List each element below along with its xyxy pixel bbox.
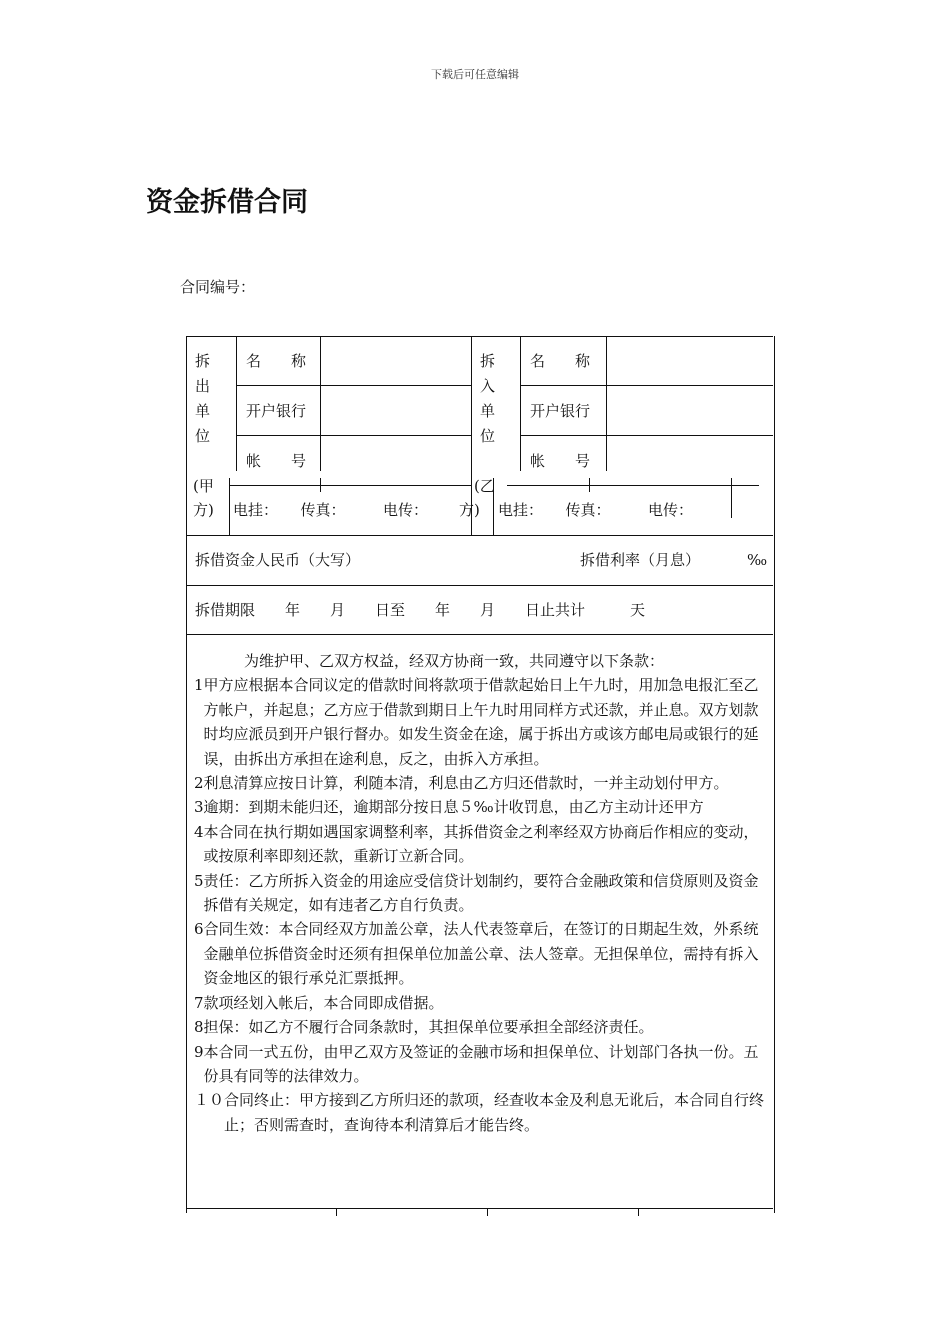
clause-text: 甲方应根据本合同议定的借款时间将款项于借款起始日上午九时，用加急电报汇至乙方帐户，并起息；乙方应于借款到期日上午九时用同样方式还款，并止息。双方划款时均应派员到开户银行督办。如发生资金在途，属于拆出方或该方邮电局或银行的延误，由拆出方承担在途利息，反之，由拆入方承担。 (203, 676, 759, 768)
lender-account-label: 帐 号 (246, 452, 307, 470)
term-bottom-rule (186, 634, 773, 635)
borrower-side-char-3: 单 (480, 402, 496, 420)
clause-text: 本合同在执行期如遇国家调整利率，其拆借资金之利率经双方协商后作相应的变动，或按原利率即刻还款，重新订立新合同。 (203, 822, 759, 866)
contract-number-label: 合同编号： (180, 278, 256, 296)
clause-text: 逾期：到期未能归还，逾期部分按日息５‰计收罚息，由乙方主动计还甲方 (203, 798, 704, 817)
table-bottom-rule (186, 1208, 773, 1209)
borrower-bank-label: 开户银行 (530, 402, 591, 420)
lender-party-close: 方) (193, 501, 214, 519)
amount-label: 拆借资金人民币（大写） (195, 551, 361, 569)
borrower-phone-line: 电挂： 传真： 电传： (498, 501, 694, 519)
clause-number: 7 (194, 993, 204, 1012)
borrower-party-close: 方) (459, 501, 480, 519)
rate-unit: ‰ (747, 551, 768, 569)
lender-name-rule (236, 385, 471, 386)
footer-tick-1 (336, 1208, 337, 1216)
lender-side-char-3: 单 (195, 402, 211, 420)
lender-side-char-1: 拆 (195, 352, 211, 370)
clause-number: 5 (194, 871, 204, 890)
clause-number: 4 (194, 822, 204, 841)
clause-item (194, 795, 766, 819)
lender-phone-divider (229, 478, 230, 535)
lender-side-char-4: 位 (195, 427, 211, 445)
clause-item (194, 771, 766, 795)
clause-number: １０ (194, 1091, 225, 1110)
page-title: 资金拆借合同 (146, 187, 308, 218)
clauses-intro: 为维护甲、乙双方权益，经双方协商一致，共同遵守以下条款： (244, 652, 665, 670)
footer-tick-2 (487, 1208, 488, 1216)
clause-number: 1 (194, 676, 204, 695)
clause-text: 担保：如乙方不履行合同条款时，其担保单位要承担全部经济责任。 (203, 1018, 654, 1037)
borrower-name-rule (520, 385, 773, 386)
clause-text: 款项经划入帐后，本合同即成借据。 (203, 993, 444, 1012)
clause-text: 利息清算应按日计算，利随本清，利息由乙方归还借款时，一并主动划付甲方。 (203, 774, 729, 793)
clause-number: 6 (194, 920, 204, 939)
rate-label: 拆借利率（月息） (580, 551, 701, 569)
lender-name-label: 名 称 (246, 352, 307, 370)
borrower-account-tick (589, 478, 590, 492)
lender-side-char-2: 出 (195, 377, 211, 395)
borrower-party-open: (乙 (474, 477, 495, 495)
clause-item (194, 1040, 766, 1089)
clause-item (194, 991, 766, 1015)
footer-tick-3 (638, 1208, 639, 1216)
borrower-side-char-4: 位 (480, 427, 496, 445)
parties-bottom-rule (186, 535, 773, 536)
lender-account-tick (320, 478, 321, 492)
clause-item (194, 1088, 766, 1137)
amount-bottom-rule (186, 585, 773, 586)
clause-number: 9 (194, 1042, 204, 1061)
clause-text: 合同生效：本合同经双方加盖公章，法人代表签章后，在签订的日期起生效，外系统金融单位拆借资金时还须有担保单位加盖公章、法人签章。无担保单位，需持有拆入资金地区的银行承兑汇票抵押。 (203, 920, 759, 988)
lender-value-divider (320, 336, 321, 471)
borrower-account-label: 帐 号 (530, 452, 591, 470)
clause-text: 合同终止：甲方接到乙方所归还的款项，经查收本金及利息无讹后，本合同自行终止；否则需查时，查询待本利清算后才能告终。 (224, 1091, 765, 1134)
clause-item (194, 673, 766, 771)
lender-account-rule (229, 485, 471, 486)
borrower-account-rule (507, 485, 759, 486)
lender-bank-label: 开户银行 (246, 402, 307, 420)
term-line: 拆借期限 年 月 日至 年 月 日止共计 天 (195, 601, 646, 619)
clause-number: 2 (194, 774, 204, 793)
borrower-label-divider (520, 336, 521, 471)
clause-item (194, 820, 766, 869)
clause-text: 本合同一式五份，由甲乙双方及签证的金融市场和担保单位、计划部门各执一份。五份具有同等的法律效力。 (203, 1042, 759, 1085)
clause-number: 8 (194, 1018, 204, 1037)
clause-number: 3 (194, 798, 204, 817)
borrower-value-divider (606, 336, 607, 471)
table-top-rule (186, 336, 773, 337)
clause-item (194, 1015, 766, 1039)
lender-phone-line: 电挂： 传真： 电传： (233, 501, 429, 519)
borrower-name-label: 名 称 (530, 352, 591, 370)
lender-party-open: (甲 (193, 477, 214, 495)
borrower-side-char-1: 拆 (480, 352, 496, 370)
clause-text: 责任：乙方所拆入资金的用途应受信贷计划制约，要符合金融政策和信贷原则及资金拆借有关规定，如有违者乙方自行负责。 (203, 871, 759, 915)
lender-label-divider (236, 336, 237, 471)
header-note: 下载后可任意编辑 (431, 68, 519, 81)
borrower-phone-end (731, 478, 732, 518)
borrower-side-char-2: 入 (480, 377, 496, 395)
clause-item (194, 869, 766, 918)
borrower-bank-rule (520, 435, 773, 436)
lender-bank-rule (236, 435, 471, 436)
clause-list (194, 649, 766, 1137)
clause-item (194, 917, 766, 990)
